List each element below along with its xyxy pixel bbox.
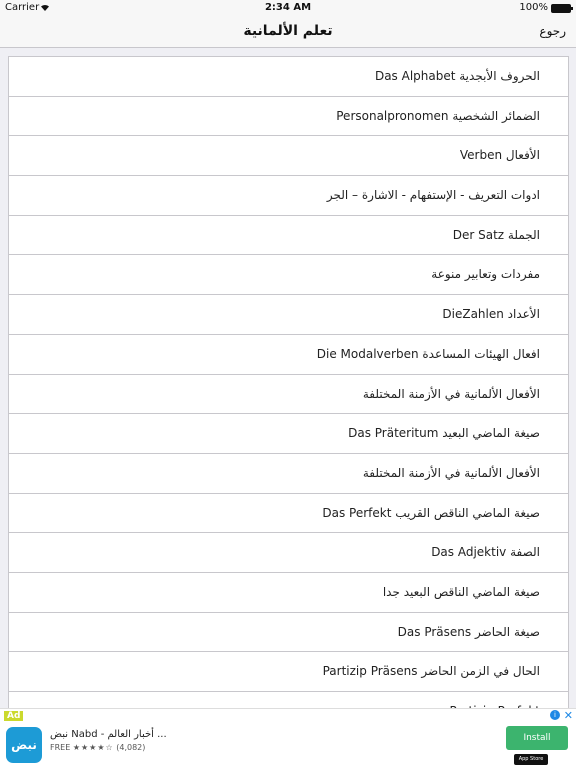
- battery-percentage: 100%: [519, 2, 548, 13]
- list-item[interactable]: افعال الهيئات المساعدة Die Modalverben: [9, 335, 568, 375]
- list-item[interactable]: صيغة الحاضر Das Präsens: [9, 613, 568, 653]
- list-item[interactable]: الأفعال Verben: [9, 136, 568, 176]
- clock: 2:34 AM: [264, 2, 312, 13]
- list-item[interactable]: الأفعال الألمانية في الأزمنة المختلفة: [9, 375, 568, 415]
- list-item[interactable]: صيغة الماضي البعيد Das Präteritum: [9, 414, 568, 454]
- navigation-bar: [0, 16, 576, 48]
- list-item[interactable]: الضمائر الشخصية Personalpronomen: [9, 97, 568, 137]
- list-item[interactable]: الحروف الأبجدية Das Alphabet: [9, 57, 568, 97]
- list-item[interactable]: الأفعال الألمانية في الأزمنة المختلفة: [9, 454, 568, 494]
- ad-tag: Ad: [4, 711, 23, 721]
- app-icon[interactable]: نبض: [6, 727, 42, 763]
- install-button[interactable]: Install: [506, 726, 568, 750]
- price-label: FREE: [50, 743, 71, 752]
- list-item[interactable]: صيغة الماضي الناقص البعيد جدا: [9, 573, 568, 613]
- info-icon[interactable]: i: [550, 710, 560, 720]
- list-item[interactable]: مفردات وتعابير منوعة: [9, 255, 568, 295]
- list-item[interactable]: الجملة Der Satz: [9, 216, 568, 256]
- ad-banner[interactable]: [0, 708, 576, 768]
- ad-price-rating: [50, 743, 145, 752]
- list-item[interactable]: الصفة Das Adjektiv: [9, 533, 568, 573]
- rating-count: (4,082): [116, 743, 146, 752]
- list-item[interactable]: الحال في الزمن الحاضر Partizip Präsens: [9, 652, 568, 692]
- close-icon[interactable]: ✕: [563, 709, 573, 722]
- ad-title[interactable]: نبض Nabd - أخبار العالم ...: [50, 729, 167, 740]
- list-item[interactable]: الأعداد DieZahlen: [9, 295, 568, 335]
- carrier-label: Carrier: [5, 2, 40, 13]
- back-button[interactable]: رجوع: [539, 24, 566, 38]
- lessons-list[interactable]: [8, 56, 569, 708]
- page-title: تعلم الألمانية: [243, 23, 333, 39]
- status-bar: [0, 0, 576, 16]
- star-rating-icon: ★★★★☆: [72, 743, 114, 752]
- list-item[interactable]: صيغة الماضي الناقص القريب Das Perfekt: [9, 494, 568, 534]
- list-item[interactable]: ادوات التعريف - الإستفهام - الاشارة – الجر: [9, 176, 568, 216]
- battery-icon: [551, 4, 571, 13]
- app-store-badge: App Store: [514, 754, 548, 765]
